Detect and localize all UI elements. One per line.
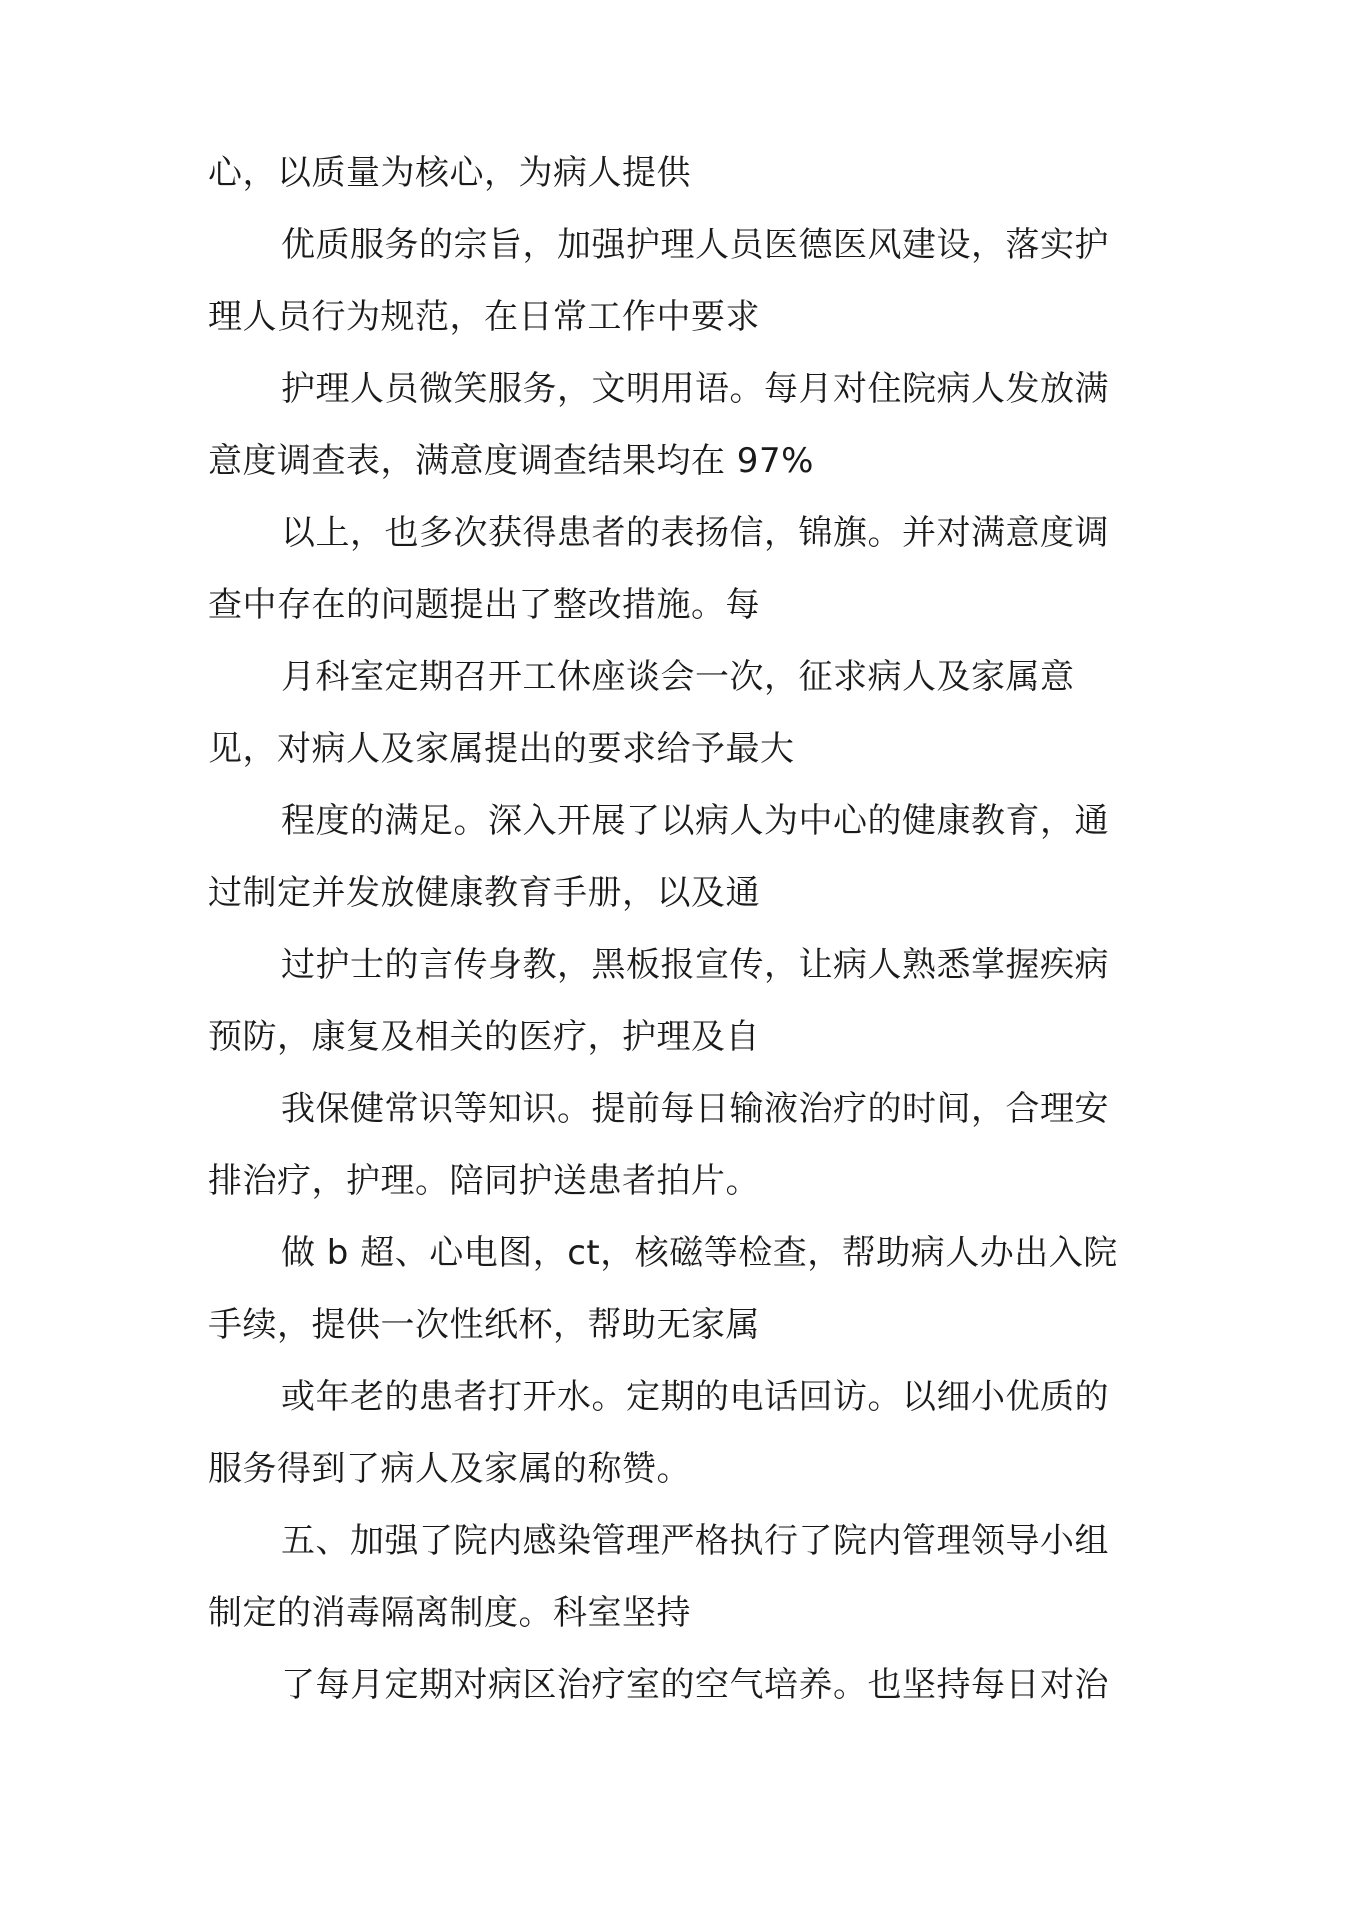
text-line: 服务得到了病人及家属的称赞。 <box>208 1449 691 1489</box>
text-line: 了每月定期对病区治疗室的空气培养。也坚持每日对治 <box>281 1665 1109 1705</box>
text-line: 理人员行为规范，在日常工作中要求 <box>208 297 760 337</box>
text-line: 手续，提供一次性纸杯，帮助无家属 <box>208 1305 760 1345</box>
text-line: 制定的消毒隔离制度。科室坚持 <box>208 1593 691 1633</box>
document-body <box>208 137 1168 1721</box>
text-line: 做 b 超、心电图，ct，核磁等检查，帮助病人办出入院 <box>281 1233 1118 1273</box>
text-line: 意度调查表，满意度调查结果均在 97% <box>208 441 814 481</box>
text-line: 或年老的患者打开水。定期的电话回访。以细小优质的 <box>281 1377 1109 1417</box>
text-line: 以上，也多次获得患者的表扬信，锦旗。并对满意度调 <box>281 513 1109 553</box>
text-line: 过制定并发放健康教育手册，以及通 <box>208 873 760 913</box>
text-line: 月科室定期召开工休座谈会一次，征求病人及家属意 <box>281 657 1075 697</box>
text-line: 我保健常识等知识。提前每日输液治疗的时间，合理安 <box>281 1089 1109 1129</box>
text-line: 查中存在的问题提出了整改措施。每 <box>208 585 760 625</box>
text-line: 预防，康复及相关的医疗，护理及自 <box>208 1017 760 1057</box>
text-line: 程度的满足。深入开展了以病人为中心的健康教育，通 <box>281 801 1109 841</box>
text-line: 优质服务的宗旨，加强护理人员医德医风建设，落实护 <box>281 225 1109 265</box>
text-line: 排治疗，护理。陪同护送患者拍片。 <box>208 1161 760 1201</box>
text-line: 心，以质量为核心，为病人提供 <box>208 153 691 193</box>
text-line: 过护士的言传身教，黑板报宣传，让病人熟悉掌握疾病 <box>281 945 1109 985</box>
text-line: 见，对病人及家属提出的要求给予最大 <box>208 729 795 769</box>
text-line: 五、加强了院内感染管理严格执行了院内管理领导小组 <box>281 1521 1109 1561</box>
text-line: 护理人员微笑服务，文明用语。每月对住院病人发放满 <box>281 369 1109 409</box>
